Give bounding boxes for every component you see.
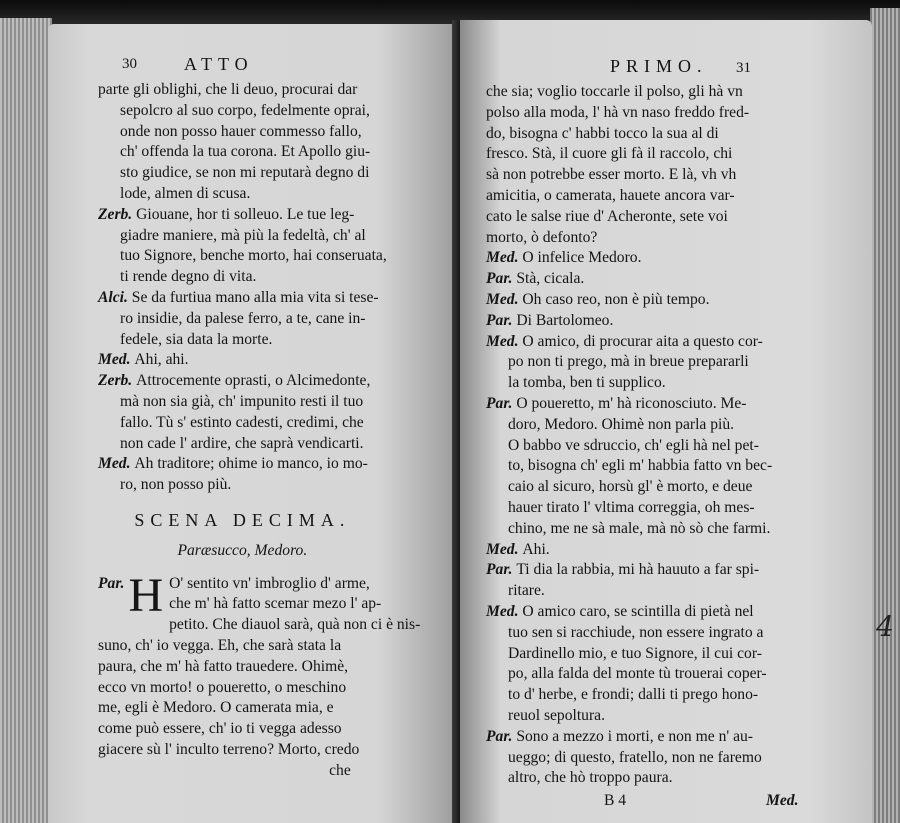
text-line: fresco. Stà, il cuore gli fà il raccolo, chi: [486, 145, 733, 163]
text-line: polso alla moda, l' hà vn naso freddo fred-: [486, 103, 750, 121]
speaker-label: Med.: [486, 540, 523, 558]
speech-line: Med. O infelice Medoro.: [486, 249, 642, 267]
speech-line: to d' herbe, e frondi; dalli ti prego hono-: [508, 686, 759, 704]
left-catchword: che: [329, 761, 351, 779]
speech-line: doro, Medoro. Ohimè non parla più.: [508, 415, 735, 433]
speech-line: fallo. Tù s' estinto cadesti, credimi, che: [120, 413, 364, 431]
text-line: onde non posso hauer commesso fallo,: [120, 122, 362, 140]
speaker-label: Alci.: [98, 288, 132, 306]
speech-line: come può essere, ch' io ti vegga adesso: [98, 720, 342, 738]
speaker-label: Par.: [486, 727, 517, 745]
scene-persons: Paræsucco, Medoro.: [177, 541, 308, 559]
left-page-edges: [0, 18, 52, 823]
speech-line: altro, che hò troppo paura.: [508, 769, 673, 787]
speech-line: ro insidie, da palese ferro, a te, cane in-: [120, 309, 366, 327]
speech-line: Med. Ahi.: [486, 540, 550, 558]
speech-line: [98, 568, 421, 761]
left-page-number: 30: [122, 56, 137, 72]
speech-line: suno, ch' io vegga. Eh, che sarà stata la: [98, 636, 342, 654]
speech-line: Par. Ti dia la rabbia, mi hà hauuto a far spi-: [486, 561, 760, 579]
speech-line: Alci. Se da furtiua mano alla mia vita si tese-: [98, 288, 379, 306]
speaker-label: Par.: [98, 574, 125, 592]
text-line: parte gli oblighi, che li deuo, procurai dar: [98, 81, 358, 98]
speaker-label: Par.: [486, 270, 517, 288]
speech-line: Par. O poueretto, m' hà riconosciuto. Me-: [486, 394, 747, 412]
left-running-head: ATTO: [184, 54, 254, 74]
speech-line: Med. Oh caso reo, non è più tempo.: [486, 290, 710, 308]
right-page-number: 31: [736, 60, 751, 76]
right-page: [460, 20, 872, 823]
speech-line: Med. Ah traditore; ohime io manco, io mo-: [98, 455, 368, 473]
speech-line: la tomba, ben ti supplico.: [508, 374, 666, 392]
text-line: amicitia, o camerata, hauete ancora var-: [486, 186, 735, 204]
speech-line: ro, non posso più.: [120, 476, 232, 494]
right-catchword: Med.: [766, 792, 799, 809]
speech-line: Par. Di Bartolomeo.: [486, 311, 614, 329]
speaker-label: Med.: [486, 332, 523, 350]
speech-line: petito. Che diauol sarà, quà non ci è nis-: [169, 616, 421, 634]
speech-line: Zerb. Attrocemente oprasti, o Alcimedonte,: [98, 372, 371, 390]
text-line: sto giudice, se non mi reputarà degno di: [120, 164, 370, 182]
speech-line: Med. Ahi, ahi.: [98, 351, 189, 369]
text-line: sà non potrebbe esser morto. E là, vh vh: [486, 166, 737, 184]
margin-mark: 4: [876, 610, 894, 643]
speaker-label: Zerb.: [98, 372, 137, 390]
speech-line: to, bisogna ch' egli m' habbia fatto vn bec-: [508, 457, 773, 475]
speaker-label: Par.: [486, 561, 517, 579]
speech-line: hauer tirato l' vltima correggia, oh mes-: [508, 498, 755, 516]
speech-line: mà non sia già, ch' impunito resti il tuo: [120, 392, 364, 410]
speech-line: ueggo; di questo, fratello, non ne faremo: [508, 748, 762, 766]
speaker-label: Med.: [486, 249, 523, 267]
speech-line: Med. O amico, di procurar aita a questo cor-: [486, 332, 763, 350]
speech-line: paura, che m' hà fatto trauedere. Ohimè,: [98, 657, 349, 675]
speaker-label: Zerb.: [98, 205, 137, 223]
text-line: do, bisogna c' habbi tocco la sua al di: [486, 124, 719, 142]
scene-title: SCENA DECIMA.: [134, 509, 351, 530]
text-line: lode, almen di scusa.: [120, 184, 251, 202]
speech-line: Zerb. Giouane, hor ti solleuo. Le tue leg-: [98, 205, 355, 223]
speech-line: me, egli è Medoro. O camerata mia, e: [98, 699, 334, 717]
speech-line: chino, me ne sà male, mà nò sò che farmi.: [508, 519, 771, 537]
speech-line: Par. Stà, cicala.: [486, 270, 585, 288]
speech-line: giacere sù l' inculto terreno? Morto, credo: [98, 740, 360, 758]
speech-line: po, alla falda del monte tù trouerai coper-: [508, 665, 767, 683]
text-line: ch' offenda la tua corona. Et Apollo giu-: [120, 143, 371, 161]
speech-line: Med. O amico caro, se scintilla di pietà nel: [486, 602, 754, 620]
left-page-text: [98, 80, 421, 782]
speech-line: non cade l' ardire, che saprà vendicarti.: [120, 434, 364, 452]
speech-line: Par. Sono a mezzo i morti, e non me n' au-: [486, 727, 753, 745]
speech-line: ti rende degno di vita.: [120, 268, 257, 286]
speech-line: caio al sicuro, horsù gl' è morto, e deue: [508, 478, 753, 496]
speech-line: che m' hà fatto scemar mezo l' ap-: [169, 595, 382, 613]
text-line: sepolcro al suo corpo, fedelmente oprai,: [120, 101, 370, 119]
final-speech: [98, 568, 421, 761]
speech-line: tuo Signore, benche morto, hai conseruata,: [120, 247, 387, 265]
speaker-label: Par.: [486, 394, 517, 412]
speech-line: O' sentito vn' imbroglio d' arme,: [169, 574, 370, 592]
speech-line: reuol sepoltura.: [508, 706, 605, 724]
text-line: che sia; voglio toccarle il polso, gli hà vn: [486, 83, 743, 100]
left-page: [48, 24, 460, 823]
speaker-label: Med.: [98, 351, 135, 369]
signature-mark: B 4: [604, 792, 627, 809]
text-line: cato le salse riue d' Acheronte, sete voi: [486, 207, 728, 225]
speaker-label: Med.: [98, 455, 135, 473]
speech-line: tuo sen si racchiude, non essere ingrato a: [508, 623, 764, 641]
right-running-head: PRIMO.: [610, 56, 708, 76]
speech-line: ritare.: [508, 582, 545, 600]
right-page-edges: [870, 8, 900, 823]
text-line: morto, ò defonto?: [486, 228, 598, 246]
speech-line: Dardinello mio, e tuo Signore, il cui cor-: [508, 644, 762, 662]
speech-line: po non ti prego, mà in breue prepararli: [508, 353, 749, 371]
right-page-text: [486, 82, 772, 789]
speech-line: fedele, sia data la morte.: [120, 330, 273, 348]
speech-line: giadre maniere, mà più la fedeltà, ch' al: [120, 226, 366, 244]
speech-line: O babbo ve sdruccio, ch' egli hà nel pet-: [508, 436, 759, 454]
speaker-label: Par.: [486, 311, 517, 329]
speech-line: ecco vn morto! o poueretto, o meschino: [98, 678, 347, 696]
speaker-label: Med.: [486, 290, 523, 308]
drop-cap: H: [128, 568, 164, 622]
speaker-label: Med.: [486, 602, 523, 620]
